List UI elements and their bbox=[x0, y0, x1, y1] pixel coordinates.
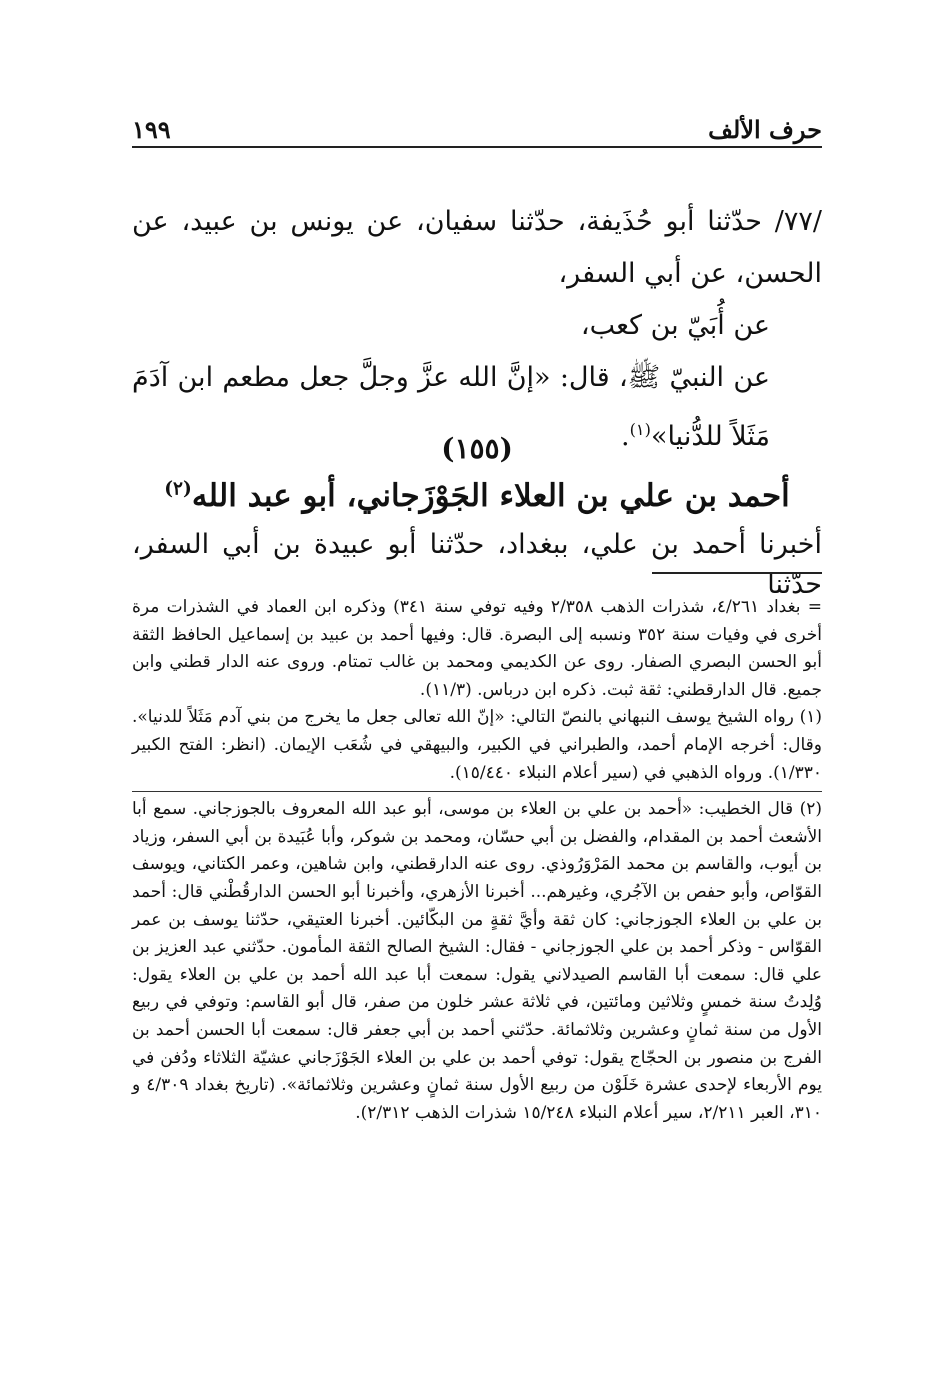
entry-number: (١٥٥) bbox=[441, 432, 513, 465]
entry-heading bbox=[132, 478, 822, 514]
hadith-matn-end: . bbox=[620, 421, 630, 452]
footnotes bbox=[132, 594, 822, 1127]
entry-name-text: أحمد بن علي بن العلاء الجَوْزَجاني، أبو عبد الله bbox=[191, 478, 790, 514]
page-number: ١٩٩ bbox=[132, 114, 171, 144]
footnote-separator bbox=[132, 791, 822, 792]
footnote-ref-2: (٢) bbox=[164, 478, 192, 500]
footnote-divider bbox=[652, 572, 822, 574]
running-header bbox=[132, 112, 822, 148]
chapter-title: حرف الألف bbox=[708, 114, 822, 144]
entry-intro: أخبرنا أحمد بن علي، ببغداد، حدّثنا أبو عبيدة بن أبي السفر، حدّثنا bbox=[132, 529, 822, 600]
footnote-ref-1: (١) bbox=[629, 420, 651, 439]
footnote-2: (٢) قال الخطيب: «أحمد بن علي بن العلاء بن موسى، أبو عبد الله المعروف بالجوزجاني. سمع أبا الأشعث أحمد بن المقدام، والفضل بن أبي حسّان، ومحمد بن شوكر، وأبا عُبَيدة بن أبي السفر، وزياد بن أيوب، والقاسم بن محمد المَرْوَرُوذي. روى عنه الدارقطني، وابن شاهين، وعمر الكتاني، ويوسف القوّاص، وأبو حفص بن الآجُري، وغيرهم... أخبرنا الأزهري، وأخبرنا أبو الحسن الدارقُطْني قال: أحمد بن علي بن العلاء الجوزجاني: كان ثقة وأيَّ ثقةٍ من البكّائين. أخبرنا العتيقي، حدّثنا يوسف بن عمر القوّاس - وذكر أحمد بن علي الجوزجاني - فقال: الشيخ الصالح الثقة المأمون. حدّثني عبد العزيز بن علي قال: سمعت أبا القاسم الصيدلاني يقول: سمعت أبا عبد الله أحمد بن علي بن العلاء يقول: وُلِدتُ سنة خمسٍ وثلاثين ومائتين، في ثلاثة عشر خلون من صفر، قال أبو القاسم: وتوفي في ربيع الأول من سنة ثمانٍ وعشرين وثلاثمائة. حدّثني أحمد بن أبي جعفر قال: سمعت أبا الحسن أحمد بن الفرج بن منصور بن الحجّاج يقول: توفي أحمد بن علي بن العلاء الجَوْزَجاني عشيّة الثلاثاء ودُفن في يوم الأربعاء لإحدى عشرة خَلَوْن من ربيع الأول سنة ثمانٍ وعشرين وثلاثمائة». (تاريخ بغداد ٤/٣٠٩ و ٣١٠، العبر ٢/٢١١، سير أعلام النبلاء ١٥/٢٤٨ شذرات الذهب ٢/٣١٢). bbox=[132, 799, 822, 1123]
hadith-narrator: عن أُبَيّ بن كعب، bbox=[580, 310, 770, 341]
hadith-text bbox=[132, 196, 822, 463]
hadith-isnad: /٧٧/ حدّثنا أبو حُذَيفة، حدّثنا سفيان، عن يونس بن عبيد، عن الحسن، عن أبي السفر، bbox=[132, 206, 822, 289]
footnote-continuation: = بغداد ٤/٢٦١، شذرات الذهب ٢/٣٥٨ وفيه توفي سنة ٣٤١) وذكره ابن العماد في الشذرات مرة أخرى في وفيات سنة ٣٥٢ ونسبه إلى البصرة. قال: وفيها أحمد بن عبيد بن إسماعيل الحافظ الثقة أبو الحسن البصري الصفار. روى عن الكديمي ومحمد بن غالب تمتام. وروى عنه الدار قطني وابن جميع. قال الدارقطني: ثقة ثبت. ذكره ابن درباس. (١١/٣). bbox=[132, 597, 822, 700]
footnote-1: (١) رواه الشيخ يوسف النبهاني بالنصّ التالي: «إنّ الله تعالى جعل ما يخرج من بني آدم مَثَلاً للدنيا». وقال: أخرجه الإمام أحمد، والطبراني في الكبير، والبيهقي في شُعَب الإيمان. (انظر: الفتح الكبير ١/٣٣٠). ورواه الذهبي في (سير أعلام النبلاء ١٥/٤٤٠). bbox=[132, 707, 822, 783]
hadith-matn-text: عن النبيّ ﷺ، قال: «إنَّ الله عزَّ وجلَّ جعل مطعم ابن آدَمَ مَثَلاً للدُّنيا» bbox=[132, 362, 770, 452]
